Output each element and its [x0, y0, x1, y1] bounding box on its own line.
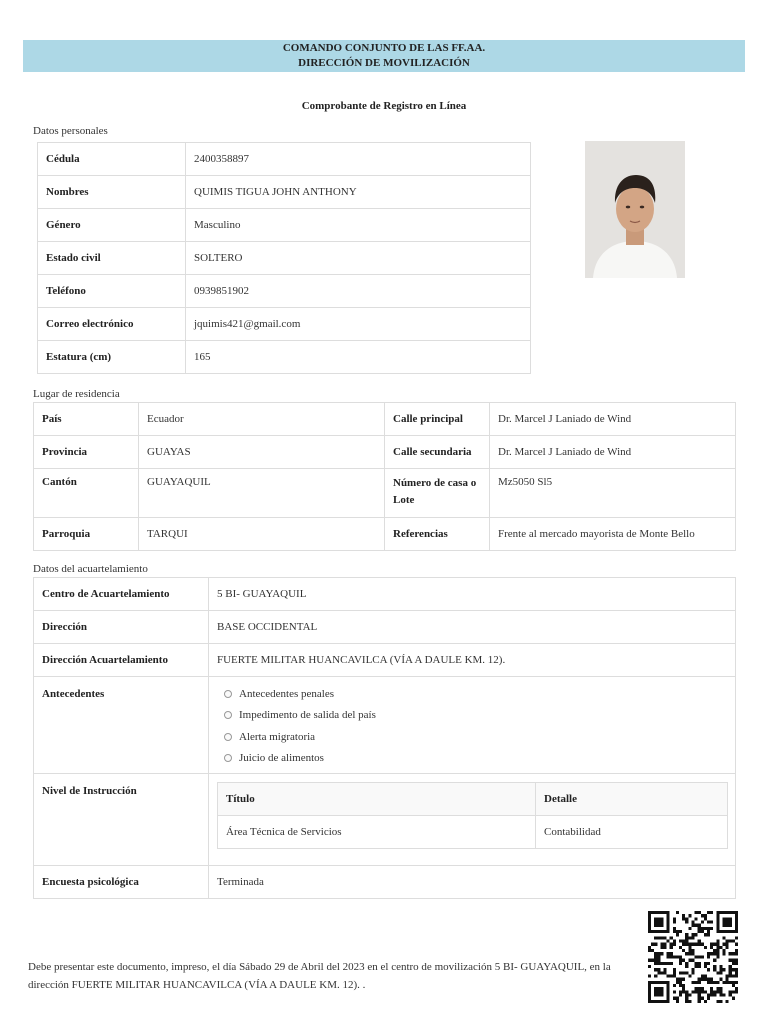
- centro-label: Centro de Acuartelamiento: [34, 578, 209, 611]
- radio-icon[interactable]: [224, 733, 232, 741]
- telefono-value: 0939851902: [186, 275, 531, 308]
- applicant-photo: [585, 141, 685, 278]
- antecedente-penales[interactable]: [224, 683, 727, 705]
- header-line-2: DIRECCIÓN DE MOVILIZACIÓN: [298, 57, 470, 69]
- header-line-1: COMANDO CONJUNTO DE LAS FF.AA.: [282, 42, 486, 54]
- pais-value: Ecuador: [139, 403, 385, 436]
- canton-label: Cantón: [34, 469, 139, 518]
- nombres-label: Nombres: [38, 176, 186, 209]
- header-banner: [23, 40, 745, 72]
- cedula-value: 2400358897: [186, 143, 531, 176]
- quarters-section-label: Datos del acuartelamiento: [33, 563, 148, 575]
- calle-secundaria-label: Calle secundaria: [385, 436, 490, 469]
- person-photo-icon: [585, 141, 685, 278]
- personal-data-table: [37, 142, 531, 374]
- column-header-titulo: Título: [218, 783, 536, 816]
- personal-section-label: Datos personales: [33, 125, 108, 137]
- provincia-value: GUAYAS: [139, 436, 385, 469]
- table-row: [38, 176, 531, 209]
- correo-label: Correo electrónico: [38, 308, 186, 341]
- table-row: [34, 644, 736, 677]
- table-row: [38, 341, 531, 374]
- estado-civil-value: SOLTERO: [186, 242, 531, 275]
- antecedentes-list: [224, 677, 727, 773]
- calle-principal-value: Dr. Marcel J Laniado de Wind: [490, 403, 736, 436]
- table-row: [218, 816, 728, 849]
- estado-civil-label: Estado civil: [38, 242, 186, 275]
- residence-data-table: [33, 402, 736, 551]
- table-row: [38, 275, 531, 308]
- antecedente-label: Impedimento de salida del país: [239, 709, 376, 722]
- table-row: [38, 242, 531, 275]
- centro-value: 5 BI- GUAYAQUIL: [209, 578, 736, 611]
- table-row: [34, 611, 736, 644]
- referencias-value: Frente al mercado mayorista de Monte Bello: [490, 518, 736, 551]
- antecedente-juicio[interactable]: [224, 748, 727, 770]
- radio-icon[interactable]: [224, 754, 232, 762]
- table-row: [34, 677, 736, 774]
- table-row: [34, 403, 736, 436]
- table-row: [38, 308, 531, 341]
- antecedentes-label: Antecedentes: [34, 677, 209, 774]
- genero-label: Género: [38, 209, 186, 242]
- nombres-value: QUIMIS TIGUA JOHN ANTHONY: [186, 176, 531, 209]
- table-row: [34, 866, 736, 899]
- qr-code-icon: [648, 911, 738, 1003]
- table-row: [34, 518, 736, 551]
- antecedente-impedimento[interactable]: [224, 705, 727, 727]
- antecedentes-cell: [209, 677, 736, 774]
- numero-casa-label: Número de casa o Lote: [385, 469, 490, 518]
- residence-section-label: Lugar de residencia: [33, 388, 120, 400]
- estatura-value: 165: [186, 341, 531, 374]
- column-header-detalle: Detalle: [536, 783, 728, 816]
- correo-value: jquimis421@gmail.com: [186, 308, 531, 341]
- qr-code: [648, 911, 738, 1003]
- antecedente-label: Antecedentes penales: [239, 687, 334, 700]
- cedula-label: Cédula: [38, 143, 186, 176]
- direccion-label: Dirección: [34, 611, 209, 644]
- table-row: [34, 578, 736, 611]
- numero-casa-value: Mz5050 Sl5: [490, 469, 736, 518]
- footer-notice: Debe presentar este documento, impreso, el día Sábado 29 de Abril del 2023 en el centro de movilización 5 BI- GUAYAQUIL, en la dirección FUERTE MILITAR HUANCAVILCA (VÍA A DAULE KM. 12). .: [28, 961, 611, 991]
- parroquia-label: Parroquia: [34, 518, 139, 551]
- table-header-row: [218, 783, 728, 816]
- calle-secundaria-value: Dr. Marcel J Laniado de Wind: [490, 436, 736, 469]
- table-row: [38, 209, 531, 242]
- antecedente-label: Alerta migratoria: [239, 730, 316, 743]
- estatura-label: Estatura (cm): [38, 341, 186, 374]
- provincia-label: Provincia: [34, 436, 139, 469]
- referencias-label: Referencias: [385, 518, 490, 551]
- instruccion-table: [217, 782, 728, 849]
- nivel-instruccion-cell: [209, 774, 736, 866]
- direccion-acuartelamiento-value: FUERTE MILITAR HUANCAVILCA (VÍA A DAULE KM. 12).: [209, 644, 736, 677]
- antecedente-alerta[interactable]: [224, 726, 727, 748]
- telefono-label: Teléfono: [38, 275, 186, 308]
- radio-icon[interactable]: [224, 711, 232, 719]
- titulo-value: Área Técnica de Servicios: [218, 816, 536, 849]
- nivel-instruccion-label: Nivel de Instrucción: [34, 774, 209, 866]
- table-row: [34, 436, 736, 469]
- direccion-value: BASE OCCIDENTAL: [209, 611, 736, 644]
- table-row: [34, 469, 736, 518]
- parroquia-value: TARQUI: [139, 518, 385, 551]
- genero-value: Masculino: [186, 209, 531, 242]
- radio-icon[interactable]: [224, 690, 232, 698]
- table-row: [34, 774, 736, 866]
- pais-label: País: [34, 403, 139, 436]
- document-title: Comprobante de Registro en Línea: [301, 100, 467, 112]
- table-row: [38, 143, 531, 176]
- quarters-data-table: [33, 577, 736, 899]
- canton-value: GUAYAQUIL: [139, 469, 385, 518]
- detalle-value: Contabilidad: [536, 816, 728, 849]
- calle-principal-label: Calle principal: [385, 403, 490, 436]
- encuesta-label: Encuesta psicológica: [34, 866, 209, 899]
- encuesta-value: Terminada: [209, 866, 736, 899]
- antecedente-label: Juicio de alimentos: [239, 752, 324, 765]
- direccion-acuartelamiento-label: Dirección Acuartelamiento: [34, 644, 209, 677]
